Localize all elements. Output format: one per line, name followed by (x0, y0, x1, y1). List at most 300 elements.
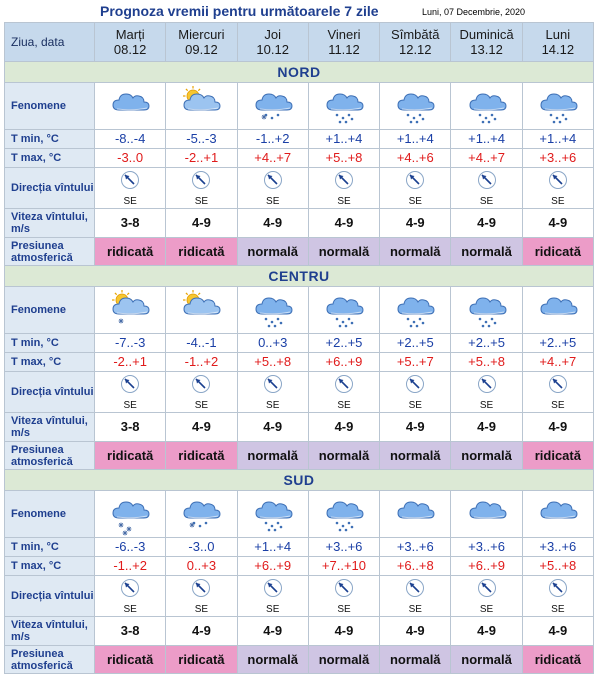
region-name: SUD (5, 470, 594, 491)
wind-speed-cell (522, 209, 593, 238)
day-header (308, 23, 379, 62)
weather-cell (522, 287, 593, 334)
tmax-cell (522, 557, 593, 576)
tmin-cell (522, 538, 593, 557)
cloudy-icon (95, 84, 165, 128)
cloud-rain-icon (238, 288, 308, 332)
row-label: Viteza vîntului, m/s (5, 617, 95, 646)
tmax-value: +5..+8 (254, 354, 292, 369)
wind-direction-cell (237, 168, 308, 209)
wind-speed-value: 3-8 (120, 419, 140, 434)
day-name: Duminică (459, 27, 514, 42)
tmax-cell (166, 149, 237, 168)
weather-cell (522, 491, 593, 538)
cloud-rain-icon (451, 288, 521, 332)
pressure-value: normală (318, 651, 370, 667)
tmin-value: +3..+6 (396, 539, 434, 554)
fenomene-row (5, 83, 594, 130)
row-label: Fenomene (5, 83, 95, 130)
wind-direction (95, 578, 165, 615)
tmax-cell (308, 557, 379, 576)
weather-cell (95, 287, 166, 334)
wind-speed-row (5, 413, 594, 442)
sun-cloud-snow-icon (95, 288, 165, 332)
cloud-rain-icon (451, 84, 521, 128)
tmax-cell (451, 557, 522, 576)
tmax-cell (166, 353, 237, 372)
tmax-value: +4..+7 (254, 150, 292, 165)
wind-speed-cell (237, 413, 308, 442)
pressure-row (5, 238, 594, 266)
wind-speed-cell (237, 617, 308, 646)
wind-speed-value: 4-9 (263, 215, 283, 230)
wind-direction (238, 578, 308, 615)
wind-speed-value: 4-9 (548, 623, 568, 638)
weather-cell (308, 491, 379, 538)
row-label: Presiunea atmosferică (5, 238, 95, 266)
wind-direction-label: SE (266, 399, 280, 411)
partly-sunny-icon (166, 84, 236, 128)
pressure-cell (451, 646, 522, 674)
tmin-value: -7..-3 (114, 335, 146, 350)
tmax-cell (522, 149, 593, 168)
wind-arrow-icon (477, 374, 497, 399)
tmin-value: +3..+6 (468, 539, 505, 554)
wind-direction (380, 578, 450, 615)
row-label: Fenomene (5, 287, 95, 334)
tmin-value: +3..+6 (539, 539, 577, 554)
wind-speed-cell (166, 209, 237, 238)
tmin-value: 0..+3 (258, 335, 288, 350)
tmin-cell (237, 130, 308, 149)
pressure-row (5, 646, 594, 674)
wind-direction-cell (308, 372, 379, 413)
day-date: 09.12 (185, 42, 218, 57)
pressure-value: ridicată (178, 651, 225, 667)
wind-direction-label: SE (408, 603, 422, 615)
wind-direction-label: SE (194, 399, 209, 411)
wind-speed-value: 4-9 (192, 419, 211, 434)
weather-cell (451, 83, 522, 130)
wind-arrow-icon (263, 374, 283, 399)
cloud-rain-icon (380, 288, 450, 332)
wind-direction-label: SE (123, 399, 137, 411)
wind-direction-cell (95, 168, 166, 209)
weather-cell (95, 491, 166, 538)
wind-direction-cell (95, 372, 166, 413)
wind-arrow-icon (263, 578, 283, 603)
tmax-value: +4..+7 (468, 150, 505, 165)
cloud-snow-heavy-icon (95, 492, 165, 536)
pressure-value: ridicată (534, 651, 581, 667)
wind-speed-cell (380, 413, 451, 442)
wind-speed-cell (522, 617, 593, 646)
row-label: T max, °C (5, 149, 95, 168)
wind-direction-label: SE (551, 195, 565, 207)
wind-speed-value: 4-9 (477, 623, 496, 638)
wind-direction (95, 170, 165, 207)
wind-arrow-icon (334, 170, 354, 195)
wind-speed-cell (95, 617, 166, 646)
wind-speed-row (5, 209, 594, 238)
wind-direction-row (5, 576, 594, 617)
row-label: Presiunea atmosferică (5, 646, 95, 674)
wind-speed-value: 4-9 (548, 419, 568, 434)
tmax-value: +5..+8 (325, 150, 363, 165)
wind-arrow-icon (405, 170, 425, 195)
day-header (380, 23, 451, 62)
tmin-cell (522, 130, 593, 149)
tmin-cell (380, 538, 451, 557)
tmax-cell (308, 353, 379, 372)
weather-cell (237, 83, 308, 130)
pressure-cell (380, 238, 451, 266)
tmax-row (5, 557, 594, 576)
row-label: T min, °C (5, 130, 95, 149)
cloud-snow-icon (166, 492, 236, 536)
wind-speed-cell (522, 413, 593, 442)
wind-speed-value: 4-9 (334, 623, 354, 638)
wind-direction-label: SE (123, 195, 137, 207)
row-label: T min, °C (5, 334, 95, 353)
tmin-value: -1..+2 (255, 131, 290, 146)
pressure-cell (95, 238, 166, 266)
tmin-cell (522, 334, 593, 353)
tmax-row (5, 149, 594, 168)
title-bar (0, 0, 600, 22)
region-row (5, 266, 594, 287)
weather-cell (308, 287, 379, 334)
wind-direction (309, 374, 379, 411)
pressure-value: normală (247, 651, 298, 667)
wind-direction-label: SE (408, 399, 422, 411)
tmax-cell (380, 557, 451, 576)
tmax-value: +4..+7 (539, 354, 577, 369)
tmax-value: +6..+9 (254, 558, 292, 573)
weather-cell (95, 83, 166, 130)
forecast-table (4, 22, 594, 674)
wind-speed-cell (308, 413, 379, 442)
header-row (5, 23, 594, 62)
pressure-value: normală (461, 651, 512, 667)
fenomene-row (5, 491, 594, 538)
cloud-rain-icon (309, 84, 379, 128)
wind-direction (451, 374, 521, 411)
tmin-cell (308, 130, 379, 149)
pressure-value: ridicată (534, 243, 581, 259)
wind-arrow-icon (191, 578, 211, 603)
day-date: 14.12 (541, 42, 575, 57)
tmin-value: +2..+5 (325, 335, 363, 350)
tmin-value: -5..-3 (186, 131, 217, 146)
wind-direction-label: SE (479, 603, 494, 615)
wind-direction-cell (95, 576, 166, 617)
weather-cell (166, 83, 237, 130)
wind-direction-cell (237, 372, 308, 413)
wind-direction (380, 170, 450, 207)
wind-direction-label: SE (479, 399, 494, 411)
day-name: Miercuri (178, 27, 225, 42)
tmax-cell (237, 149, 308, 168)
region-row (5, 62, 594, 83)
wind-direction-cell (308, 168, 379, 209)
tmax-value: -2..+1 (113, 354, 147, 369)
wind-arrow-icon (334, 374, 354, 399)
tmin-value: +2..+5 (468, 335, 505, 350)
pressure-cell (451, 238, 522, 266)
wind-direction (523, 578, 593, 615)
day-date-header: Ziua, data (5, 23, 95, 62)
tmax-cell (95, 557, 166, 576)
wind-speed-value: 4-9 (405, 215, 425, 230)
tmin-value: +1..+4 (254, 539, 292, 554)
forecast-date: Luni, 07 Decembrie, 2020 (422, 7, 526, 17)
tmin-row (5, 130, 594, 149)
wind-arrow-icon (477, 578, 497, 603)
pressure-value: ridicată (534, 447, 581, 463)
pressure-value: normală (461, 243, 512, 259)
wind-direction (238, 374, 308, 411)
tmin-cell (166, 538, 237, 557)
wind-speed-cell (237, 209, 308, 238)
pressure-cell (166, 238, 237, 266)
tmin-value: -3..0 (188, 539, 215, 554)
wind-direction-cell (237, 576, 308, 617)
wind-direction-cell (380, 168, 451, 209)
weather-cell (380, 287, 451, 334)
wind-direction-cell (380, 576, 451, 617)
tmax-value: +5..+8 (468, 354, 505, 369)
wind-direction-label: SE (194, 195, 209, 207)
pressure-cell (380, 442, 451, 470)
wind-direction-cell (451, 576, 522, 617)
tmax-cell (522, 353, 593, 372)
wind-arrow-icon (120, 374, 140, 399)
tmax-value: -1..+2 (184, 354, 219, 369)
wind-arrow-icon (548, 374, 568, 399)
weather-cell (451, 287, 522, 334)
cloudy-icon (523, 492, 593, 536)
wind-arrow-icon (405, 374, 425, 399)
row-label: Direcția vîntului (5, 576, 95, 617)
day-header (95, 23, 166, 62)
pressure-cell (522, 442, 593, 470)
wind-speed-value: 4-9 (548, 215, 568, 230)
wind-direction-label: SE (337, 399, 351, 411)
row-label: Presiunea atmosferică (5, 442, 95, 470)
wind-direction (166, 170, 236, 207)
row-label: Direcția vîntului (5, 168, 95, 209)
pressure-value: ridicată (107, 651, 154, 667)
wind-direction-label: SE (266, 195, 280, 207)
tmin-cell (95, 130, 166, 149)
cloudy-icon (380, 492, 450, 536)
region-name: NORD (5, 62, 594, 83)
wind-direction-label: SE (337, 603, 351, 615)
wind-speed-cell (380, 209, 451, 238)
tmin-value: +1..+4 (539, 131, 577, 146)
wind-direction (523, 374, 593, 411)
wind-direction-label: SE (551, 603, 565, 615)
tmax-value: +6..+9 (468, 558, 505, 573)
row-label: Fenomene (5, 491, 95, 538)
tmin-cell (308, 334, 379, 353)
pressure-cell (522, 646, 593, 674)
wind-speed-cell (95, 209, 166, 238)
tmax-cell (166, 557, 237, 576)
cloud-rain-icon (380, 84, 450, 128)
pressure-cell (237, 238, 308, 266)
cloud-rain-icon (309, 492, 379, 536)
wind-arrow-icon (477, 170, 497, 195)
tmax-value: +4..+6 (396, 150, 434, 165)
tmin-cell (237, 334, 308, 353)
wind-speed-value: 4-9 (192, 623, 211, 638)
tmin-value: +3..+6 (325, 539, 363, 554)
pressure-value: normală (318, 447, 370, 463)
partly-sunny-icon (166, 288, 236, 332)
tmax-cell (451, 149, 522, 168)
wind-direction (451, 170, 521, 207)
wind-speed-cell (308, 209, 379, 238)
wind-arrow-icon (191, 374, 211, 399)
wind-direction (380, 374, 450, 411)
day-date: 11.12 (328, 42, 360, 57)
day-date: 08.12 (113, 42, 147, 57)
tmin-value: +2..+5 (539, 335, 577, 350)
tmin-cell (451, 538, 522, 557)
wind-direction-cell (522, 168, 593, 209)
wind-speed-value: 3-8 (120, 623, 140, 638)
pressure-cell (237, 442, 308, 470)
pressure-cell (166, 646, 237, 674)
weather-cell (451, 491, 522, 538)
pressure-cell (522, 238, 593, 266)
day-name: Marți (115, 27, 145, 42)
wind-arrow-icon (120, 578, 140, 603)
tmin-value: +1..+4 (396, 131, 434, 146)
row-label: Viteza vîntului, m/s (5, 209, 95, 238)
pressure-value: ridicată (107, 243, 154, 259)
pressure-value: normală (389, 243, 441, 259)
weather-cell (522, 83, 593, 130)
day-name: Luni (545, 27, 571, 42)
pressure-value: normală (389, 651, 441, 667)
row-label: Viteza vîntului, m/s (5, 413, 95, 442)
wind-direction (451, 578, 521, 615)
wind-direction (166, 374, 236, 411)
tmin-cell (166, 334, 237, 353)
wind-speed-value: 3-8 (120, 215, 140, 230)
wind-direction-row (5, 168, 594, 209)
forecast-body (5, 23, 594, 674)
wind-direction-cell (166, 576, 237, 617)
tmin-cell (95, 334, 166, 353)
wind-direction-cell (451, 372, 522, 413)
wind-direction-cell (166, 372, 237, 413)
tmax-value: -2..+1 (184, 150, 219, 165)
day-date: 12.12 (398, 42, 432, 57)
wind-direction-cell (451, 168, 522, 209)
wind-speed-value: 4-9 (334, 215, 354, 230)
tmax-value: +7..+10 (321, 558, 367, 573)
wind-speed-value: 4-9 (405, 623, 425, 638)
tmax-cell (380, 353, 451, 372)
day-header (166, 23, 237, 62)
tmax-value: +5..+8 (539, 558, 577, 573)
weather-cell (237, 287, 308, 334)
wind-arrow-icon (120, 170, 140, 195)
row-label: Direcția vîntului (5, 372, 95, 413)
cloudy-icon (523, 288, 593, 332)
day-header (522, 23, 593, 62)
pressure-value: ridicată (178, 447, 225, 463)
wind-speed-cell (166, 617, 237, 646)
pressure-value: normală (247, 243, 298, 259)
tmin-row (5, 538, 594, 557)
cloud-rain-icon (309, 288, 379, 332)
wind-direction (309, 170, 379, 207)
cloud-rain-icon (523, 84, 593, 128)
wind-arrow-icon (334, 578, 354, 603)
pressure-value: ridicată (107, 447, 154, 463)
pressure-cell (166, 442, 237, 470)
page-title: Prognoza vremii pentru următoarele 7 zile (100, 3, 379, 19)
row-label: T max, °C (5, 557, 95, 576)
wind-direction (166, 578, 236, 615)
day-date: 10.12 (256, 42, 289, 57)
day-header (237, 23, 308, 62)
wind-direction (309, 578, 379, 615)
tmax-value: +6..+8 (396, 558, 434, 573)
region-row (5, 470, 594, 491)
row-label: T min, °C (5, 538, 95, 557)
tmin-cell (380, 334, 451, 353)
tmax-cell (308, 149, 379, 168)
wind-speed-row (5, 617, 594, 646)
wind-speed-value: 4-9 (263, 623, 283, 638)
tmax-value: -3..0 (117, 150, 144, 165)
wind-speed-value: 4-9 (334, 419, 354, 434)
cloudy-icon (451, 492, 521, 536)
wind-arrow-icon (548, 578, 568, 603)
pressure-value: normală (461, 447, 512, 463)
wind-direction-label: SE (266, 603, 280, 615)
pressure-value: ridicată (178, 243, 225, 259)
wind-speed-cell (166, 413, 237, 442)
tmax-value: +6..+9 (325, 354, 363, 369)
day-name: Sîmbătă (391, 27, 440, 42)
day-name: Joi (264, 27, 282, 42)
wind-speed-cell (380, 617, 451, 646)
wind-direction (523, 170, 593, 207)
wind-speed-value: 4-9 (477, 419, 496, 434)
wind-speed-cell (451, 413, 522, 442)
pressure-cell (380, 646, 451, 674)
weather-cell (237, 491, 308, 538)
weather-cell (308, 83, 379, 130)
tmin-value: -6..-3 (114, 539, 146, 554)
wind-direction (95, 374, 165, 411)
tmin-value: +1..+4 (468, 131, 505, 146)
tmax-value: +3..+6 (539, 150, 577, 165)
pressure-value: normală (318, 243, 370, 259)
wind-arrow-icon (191, 170, 211, 195)
day-header (451, 23, 522, 62)
wind-direction-cell (166, 168, 237, 209)
tmin-cell (451, 334, 522, 353)
pressure-cell (95, 442, 166, 470)
